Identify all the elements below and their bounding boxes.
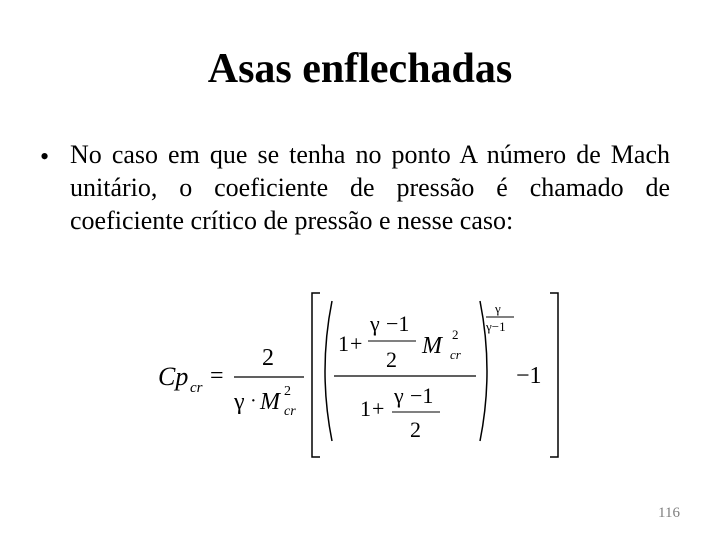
exp-denominator: γ−1 xyxy=(486,319,506,334)
factor-mach: M xyxy=(260,389,280,415)
bullet-marker: • xyxy=(40,142,50,171)
factor-mach-subscript: cr xyxy=(284,404,296,419)
den-plus: + xyxy=(372,396,385,421)
inner-left-paren xyxy=(325,301,332,441)
num-mach: M xyxy=(422,333,442,359)
factor-gamma: γ xyxy=(234,389,245,415)
num-mach-power: 2 xyxy=(452,327,459,342)
factor-numerator: 2 xyxy=(262,345,274,371)
outer-left-bracket xyxy=(312,293,320,457)
lhs-subscript: cr xyxy=(190,380,203,396)
trailing-minus-one: −1 xyxy=(516,363,542,389)
lhs-symbol: Cp xyxy=(158,362,189,391)
slide-title: Asas enflechadas xyxy=(207,46,513,92)
num-one: 1 xyxy=(338,331,349,356)
den-half-denominator: 2 xyxy=(410,417,421,442)
exp-numerator: γ xyxy=(495,301,501,316)
equals-sign: = xyxy=(210,363,224,389)
num-half-denominator: 2 xyxy=(386,347,397,372)
formula-svg xyxy=(150,285,570,465)
den-one: 1 xyxy=(360,396,371,421)
factor-mach-power: 2 xyxy=(284,384,291,399)
num-gamma: γ xyxy=(370,311,380,336)
den-minus-one: −1 xyxy=(410,383,434,408)
num-plus: + xyxy=(350,331,363,356)
outer-right-bracket xyxy=(550,293,558,457)
critical-pressure-coefficient-formula xyxy=(150,285,570,465)
page-number: 116 xyxy=(658,505,680,521)
num-minus-one: −1 xyxy=(386,311,410,336)
den-gamma: γ xyxy=(394,383,404,408)
bullet-text: No caso em que se tenha no ponto A número de Mach unitário, o coeficiente de pressão é chamado de coeficiente crítico de pressão e nesse caso: xyxy=(70,140,670,235)
num-mach-subscript: cr xyxy=(450,347,461,362)
factor-dot: · xyxy=(250,390,257,412)
